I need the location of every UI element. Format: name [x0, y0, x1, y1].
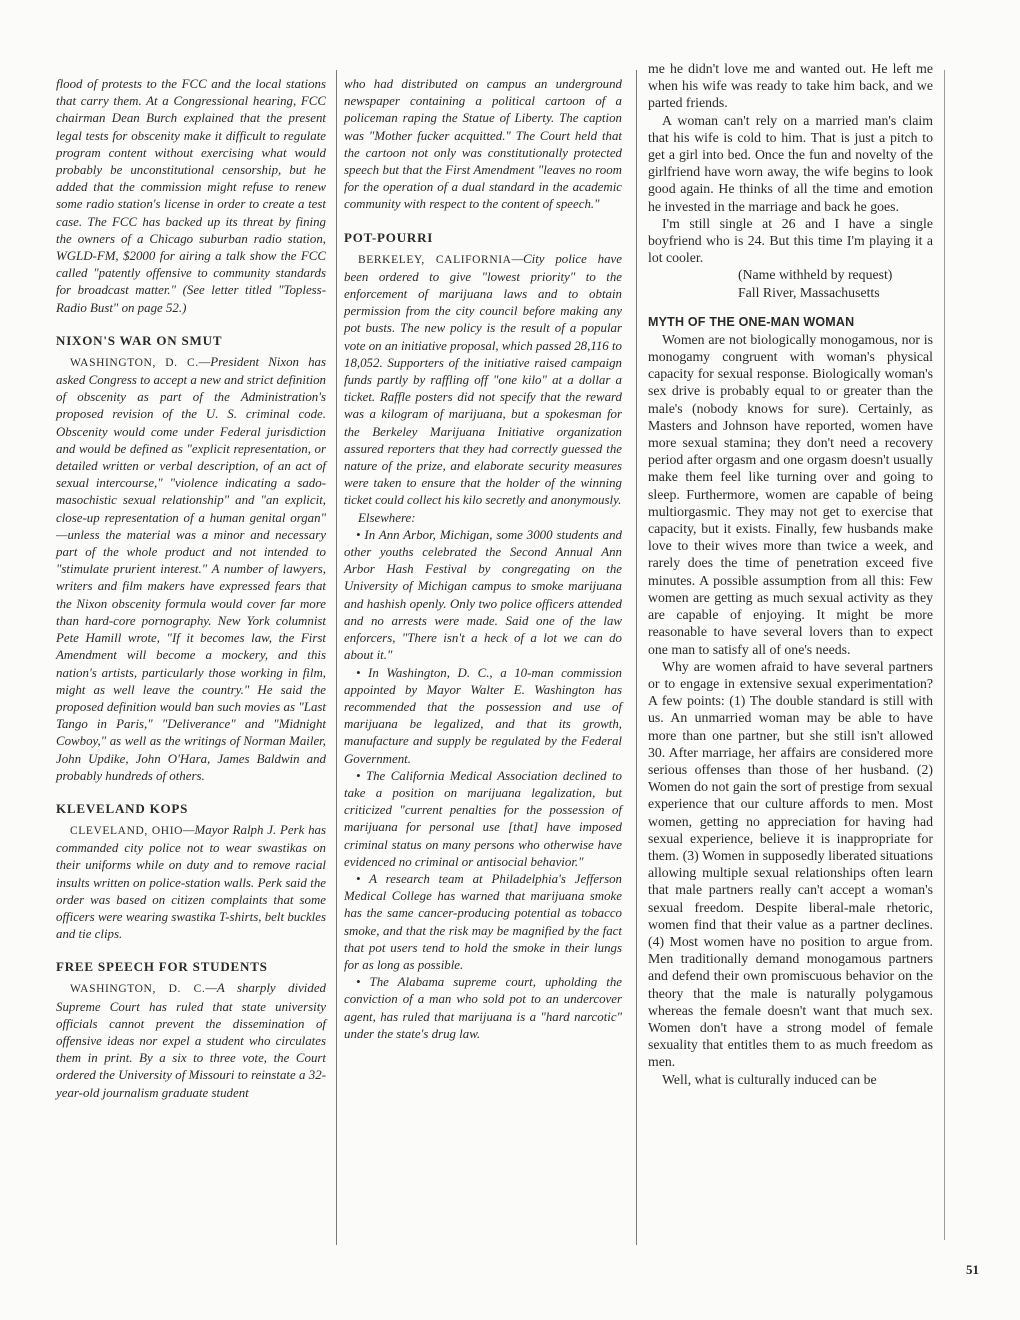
- article-pot-pourri: [344, 251, 622, 510]
- signature-name: (Name withheld by request): [738, 267, 893, 283]
- section-heading-kleveland: KLEVELAND KOPS: [56, 800, 189, 816]
- letter-paragraph: A woman can't rely on a married man's claim that his wife is cold to him. That is just a pitch to get a girl into bed. Once the fun and novelty of the girlfriend have worn away, the wife begins to look good again. He thinks of all the time and emotion he invested in the marriage and back he goes.: [648, 112, 933, 214]
- continued-paragraph: flood of protests to the FCC and the local stations that carry them. At a Congressional hearing, FCC chairman Dean Burch explained that the present legal tests for obscenity make it difficult to regulate program content without exercising what would probably be unconstitutional censorship, but he added that the commission might refuse to renew some radio station's license in order to create a test case. The FCC has backed up its threat by fining the owners of a Chicago suburban radio station, WGLD-FM, $2000 for airing a talk show the FCC called "patently offensive to community standards for broadcast matter." (See letter titled "Topless-Radio Bust" on page 52.): [56, 77, 326, 315]
- elsewhere-label: Elsewhere:: [358, 510, 416, 525]
- bullet-item: • In Ann Arbor, Michigan, some 3000 students and other youths celebrated the Second Annual Ann Arbor Hash Festival by congregating on the University of Michigan campus to smoke marijuana and hashish openly. Only two police officers attended and no arrests were made. Said one of the law enforcers, "There isn't a heck of a lot we can do about it.": [344, 527, 622, 663]
- article-nixon: [56, 354, 326, 785]
- bullet-item: • A research team at Philadelphia's Jefferson Medical College has warned that marijuana smoke has the same cancer-producing potential as tobacco smoke, and that the risk may be magnified by the fact that pot users tend to hold the smoke in their lungs for as long as possible.: [344, 871, 622, 972]
- dateline: WASHINGTON, D. C.: [70, 356, 199, 369]
- body-paragraph: Women are not biologically monogamous, nor is monogamy congruent with woman's physical capacity for sexual response. Biologically woman's sex drive is probably equal to or greater than the male's (nobody knows for sure). Certainly, as Masters and Johnson have reported, women have more sexual stamina; they don't need a recovery period after orgasm and one orgasm doesn't usually make them feel like turning over and going to sleep. Furthermore, women are capable of being multiorgasmic. They may not get to exercise that capacity, but it exists. Finally, few husbands make love to their wives more than twice a week, and rarely does the time of penetration exceed five minutes. A possible assumption from all this: Few women are getting as much sexual activity as they are capable of enjoying. It might be more reasonable to have several lovers than to expect one man to satisfy all of one's needs.: [648, 331, 933, 657]
- letter-paragraph: me he didn't love me and wanted out. He left me when his wife was ready to take him back, and we parted friends.: [648, 61, 933, 111]
- letter-paragraph: I'm still single at 26 and I have a single boyfriend who is 24. But this time I'm playing it a lot cooler.: [648, 215, 933, 266]
- article-text: —President Nixon has asked Congress to accept a new and strict definition of obscenity as part of the Administration's proposed revision of the U. S. criminal code. Obscenity would come under Federal jurisdiction and would be defined as "explicit representation, or detailed written or verbal description, of an act of sexual intercourse," "violence indicating a sado-masochistic sexual relationship" and "an explicit, close-up representation of a human genital organ" —unless the material was a minor and necessary part of the whole product and not intended to "stimulate prurient interest." A number of lawyers, writers and film makers have expressed fears that the Nixon obscenity formula would cover far more than hard-core pornography. New York columnist Pete Hamill wrote, "If it becomes law, the First Amendment will become a mockery, and this nation's artists, particularly those working in film, might as well leave the country." He said the proposed definition would ban such movies as "Last Tango in Paris," "Deliverance" and "Midnight Cowboy," as well as the writings of Norman Mailer, John Updike, John O'Hara, James Baldwin and probably hundreds of others.: [56, 354, 326, 783]
- dateline: BERKELEY, CALIFORNIA: [358, 253, 512, 266]
- column-1: [56, 76, 326, 1102]
- dateline: WASHINGTON, D. C.: [70, 983, 206, 996]
- continued-paragraph: who had distributed on campus an underground newspaper containing a political cartoon of a policeman raping the Statue of Liberty. The caption was "Mother fucker acquitted." The Court held that the cartoon not only was constitutionally protected speech but that the First Amendment "leaves no room for the operation of a dual standard in the academic community with respect to the content of speech.": [344, 77, 622, 212]
- article-free-speech: [56, 980, 326, 1101]
- bullet-item: • The California Medical Association declined to take a position on marijuana legalization, but criticized "current penalties for the possession of marijuana for personal use [that] have imposed criminal status on many persons who otherwise have evidenced no criminal or antisocial behavior.": [344, 768, 622, 869]
- body-paragraph: Why are women afraid to have several partners or to engage in extensive sexual experimentation? A few points: (1) The double standard is still with us. An unmarried woman may be able to have more than one partner, but she still isn't allowed 30. After marriage, her affairs are considered more serious offenses than those of her husband. (2) Women do not gain the sort of prestige from sexual experience that our culture affords to men. Most women, getting no appreciation for having had sexual experience, believe it is inappropriate for them. (3) Women in supposedly liberated situations allowing multiple sexual relationships often learn that male partners really can't accept a woman's sexual freedom. Despite liberal-male rhetoric, women find that their value as a partner declines. (4) Most women have no position to argue from. Men traditionally demand monogamous partners and defend their own promiscuous behavior on the theory that the male is naturally polygamous whereas the female doesn't want that much sex. Women don't have a strong model of female sexuality that entitles them to as much freedom as men.: [648, 658, 933, 1070]
- section-heading-nixon: NIXON'S WAR ON SMUT: [56, 332, 223, 348]
- article-text: —Mayor Ralph J. Perk has commanded city police not to wear swastikas on their uniforms while on duty and to remove racial insults written on police-station walls. Perk said the order was based on citizen complaints that some officers were wearing swastika T-shirts, belt buckles and tie clips.: [56, 822, 326, 942]
- bullet-item: • In Washington, D. C., a 10-man commission appointed by Mayor Walter E. Washington has recommended that the possession and use of marijuana be legalized, and that its growth, manufacture and supply be regulated by the Federal Government.: [344, 665, 622, 766]
- article-text: —A sharply divided Supreme Court has ruled that state university officials cannot prevent the dissemination of offensive ideas nor expel a student who circulates them in print. By a six to three vote, the Court ordered the University of Missouri to reinstate a 32-year-old journalism graduate student: [56, 981, 326, 1100]
- section-heading-free-speech: FREE SPEECH FOR STUDENTS: [56, 959, 268, 975]
- bullet-item: • The Alabama supreme court, upholding the conviction of a man who sold pot to an undercover agent, has ruled that marijuana is a "hard narcotic" under the state's drug law.: [344, 975, 622, 1041]
- column-2: [344, 76, 622, 1043]
- dateline: CLEVELAND, OHIO: [70, 824, 184, 837]
- page-number: 51: [966, 1262, 979, 1277]
- column-divider: [636, 70, 637, 1245]
- body-paragraph: Well, what is culturally induced can be: [662, 1071, 877, 1087]
- column-divider: [336, 70, 337, 1245]
- signature-location: Fall River, Massachusetts: [738, 284, 880, 300]
- article-text: —City police have been ordered to give "lowest priority" to the enforcement of marijuana laws and to obtain permission from the city council before making any pot busts. The new policy is the result of a popular vote on an initiative proposal, which passed 28,116 to 18,052. Supporters of the initiative raised campaign funds partly by raffling off "one kilo" at a dollar a ticket. Raffle posters did not specify that the reward was a kilogram of marijuana, but a spokesman for the Berkeley Marijuana Initiative organization assured reporters that they had correctly guessed the nature of the prize, and elaborate security measures were taken to ensure that the holder of the winning ticket could collect his kilo secretly and anonymously.: [344, 251, 622, 508]
- section-heading-pot-pourri: POT-POURRI: [344, 229, 434, 245]
- column-divider: [944, 70, 945, 1240]
- column-3: [648, 60, 933, 1088]
- article-kleveland: [56, 822, 326, 943]
- section-heading-myth: MYTH OF THE ONE-MAN WOMAN: [648, 314, 855, 329]
